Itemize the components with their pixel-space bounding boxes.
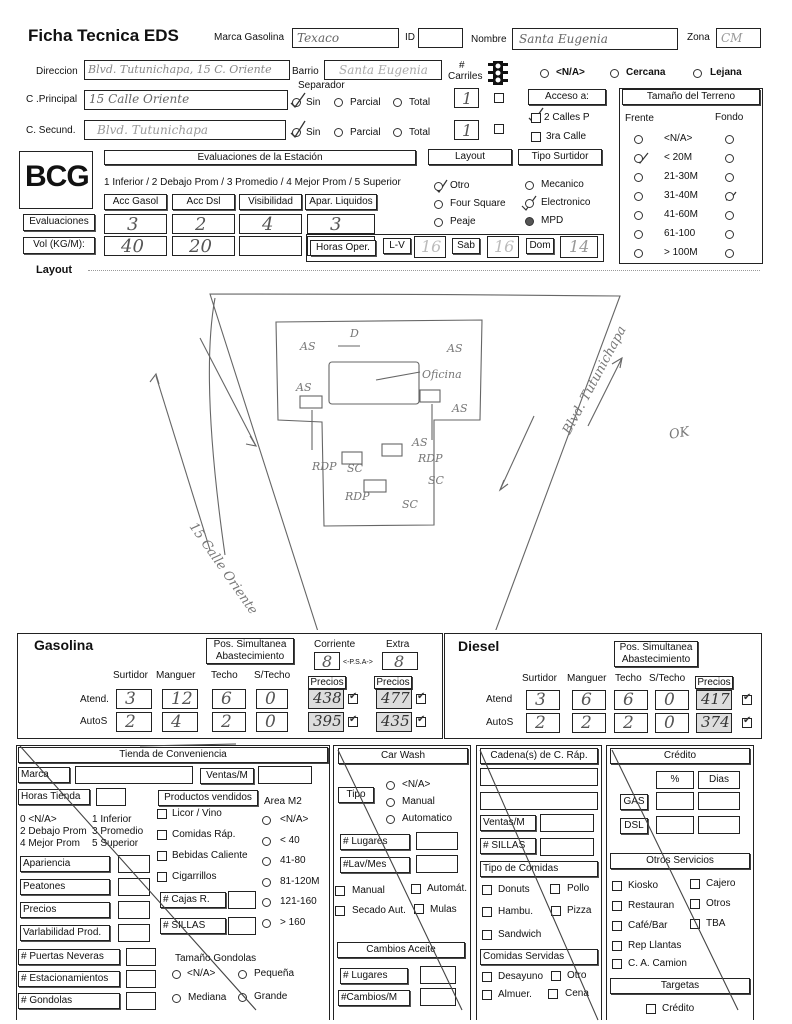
- d-atend-precio-checkbox[interactable]: [742, 695, 752, 705]
- d-atend-precio-cell[interactable]: [696, 690, 732, 710]
- area-label: Area M2: [264, 796, 302, 807]
- layout-sketch: [0, 270, 792, 630]
- col-apar-liquidos: Apar. Liquidos: [305, 194, 377, 210]
- sketch-note: AS: [447, 342, 463, 355]
- layout-otro-radio[interactable]: [434, 182, 443, 191]
- barrio-label: Barrio: [292, 66, 319, 77]
- rating-label: Varlabilidad Prod.: [20, 925, 110, 941]
- d-atend-cell[interactable]: [655, 690, 689, 710]
- rating-label: Peatones: [20, 879, 110, 895]
- page-title: Ficha Tecnica EDS: [28, 26, 179, 45]
- fondo-radio[interactable]: [725, 154, 734, 163]
- horas-label: Horas Oper.: [310, 240, 376, 256]
- estacionamientos-label: # Estacionamientos: [18, 971, 120, 987]
- bcg-logo: BCG: [25, 160, 89, 193]
- eval-value: 2: [195, 214, 207, 235]
- g-precios-extra-label: Precios: [374, 676, 412, 689]
- sketch-note: D: [350, 327, 359, 340]
- surtidor-electronico-label: Electronico: [541, 197, 591, 208]
- g-col-techo: Techo: [211, 670, 238, 681]
- almuer-label: Almuer.: [498, 989, 532, 1000]
- tienda-ventas-label: Ventas/M: [200, 768, 254, 784]
- d-atend-value: 3: [535, 690, 546, 710]
- area-label-item: < 40: [280, 834, 300, 846]
- col-acc-dsl: Acc Dsl: [172, 194, 235, 210]
- g-atend-precio-cell[interactable]: [308, 689, 344, 709]
- fondo-radio[interactable]: [725, 173, 734, 182]
- credito-title: Crédito: [610, 748, 750, 764]
- servicio-label: Kiosko: [628, 880, 659, 891]
- producto-label: Licor / Vino: [172, 808, 222, 819]
- dom-label: Dom: [526, 238, 554, 254]
- d-autos-label: AutoS: [486, 717, 514, 728]
- g-autos-precio-checkbox[interactable]: [416, 717, 426, 727]
- g-autos-value: 2: [221, 712, 232, 732]
- extra-psa-value: 8: [394, 652, 405, 671]
- d-atend-cell[interactable]: [526, 690, 560, 710]
- terreno-size-label: 41-60M: [664, 209, 698, 220]
- d-atend-value: 6: [581, 690, 592, 710]
- area-label-item: <N/A>: [280, 814, 309, 825]
- scale-line: 2 Debajo Prom: [20, 826, 87, 837]
- separador-label: Separador: [298, 80, 345, 91]
- mulas-label: Mulas: [430, 904, 457, 915]
- sketch-note: SC: [347, 462, 363, 475]
- tamano-gondolas-label: Tamaño Gondolas: [175, 953, 257, 964]
- sep1-sin-label: Sin: [306, 97, 321, 108]
- cambios-m-label: #Cambios/M: [338, 990, 410, 1006]
- d-col-techo: Techo: [615, 673, 642, 684]
- sketch-note: OK: [668, 424, 691, 443]
- tipo-comidas-label: Tipo de Comidas: [480, 861, 598, 877]
- rating-label: Precios: [20, 902, 110, 918]
- g-atend-precio-checkbox[interactable]: [416, 694, 426, 704]
- vol-value: 20: [189, 236, 212, 257]
- g-autos-cell[interactable]: [212, 712, 246, 732]
- sketch-note: AS: [300, 340, 316, 353]
- sep2-sin-label: Sin: [306, 127, 321, 138]
- frente-radio[interactable]: [634, 173, 643, 182]
- g-atend-cell[interactable]: [116, 689, 152, 709]
- producto-label: Bebidas Caliente: [172, 850, 248, 861]
- strike-lines: [0, 740, 792, 1024]
- vol-value: 40: [121, 236, 144, 257]
- sketch-note: 15 Calle Oriente: [185, 520, 261, 618]
- dias-label: Dias: [708, 774, 729, 785]
- lavmes-label: #Lav/Mes: [340, 857, 410, 873]
- d-atend-value: 6: [623, 690, 634, 710]
- sketch-note: AS: [296, 381, 312, 394]
- servicio-label: Cajero: [706, 878, 736, 889]
- sketch-note: Blvd. Tutunichapa: [560, 323, 630, 438]
- g-autos-value: 0: [265, 712, 276, 732]
- gas-label: GAS: [620, 794, 648, 810]
- zona-label: Zona: [687, 32, 710, 43]
- d-atend-precio: 417: [701, 690, 730, 708]
- scale-line: 4 Mejor Prom: [20, 838, 81, 849]
- barrio-value: Santa Eugenia: [339, 63, 428, 77]
- dsl-label: DSL: [620, 818, 648, 834]
- g-atend-label: Atend.: [80, 694, 109, 705]
- g-atend-value: 12: [171, 689, 193, 709]
- d-col-stecho: S/Techo: [649, 673, 686, 684]
- frente-radio[interactable]: [634, 135, 643, 144]
- frente-radio[interactable]: [634, 192, 643, 201]
- servicio-label: Café/Bar: [628, 920, 668, 931]
- otros-servicios-title: Otros Servicios: [610, 853, 750, 869]
- sketch-note: AS: [452, 402, 468, 415]
- g-atend-cell[interactable]: [162, 689, 198, 709]
- sandwich-label: Sandwich: [498, 929, 542, 940]
- scale-line: 0 <N/A>: [20, 814, 57, 825]
- eval-value: 4: [262, 214, 274, 235]
- corriente-psa-field[interactable]: [314, 652, 340, 670]
- d-atend-value: 0: [664, 690, 675, 710]
- cajas-label: # Cajas R.: [160, 892, 226, 908]
- targetas-title: Targetas: [610, 978, 750, 994]
- fondo-label: Fondo: [715, 112, 744, 123]
- d-autos-value: 2: [581, 713, 592, 733]
- evaluaciones-title: Evaluaciones de la Estación: [104, 150, 416, 165]
- sketch-note: RDP: [345, 490, 370, 503]
- puertas-label: # Puertas Neveras: [18, 949, 120, 965]
- g-autos-cell[interactable]: [162, 712, 198, 732]
- d-precios-label: Precios: [695, 676, 733, 689]
- d-col-manguer: Manguer: [567, 673, 607, 684]
- area-label-item: > 160: [280, 916, 306, 928]
- carwash-automat-cb-label: Automát.: [427, 883, 468, 894]
- carriles-principal-value: 1: [462, 89, 473, 108]
- proximity-na-label: <N/A>: [556, 67, 585, 78]
- pct-label: %: [670, 774, 680, 785]
- sketch-note: AS: [412, 436, 428, 449]
- carwash-auto-label: Automatico: [402, 813, 453, 824]
- d-autos-cell[interactable]: [526, 713, 560, 733]
- layout-four-square-label: Four Square: [450, 198, 506, 209]
- d-autos-precio-cell[interactable]: [696, 713, 732, 733]
- sketch-note: SC: [428, 474, 444, 487]
- principal-value: 15 Calle Oriente: [89, 92, 190, 106]
- g-autos-label: AutoS: [80, 716, 108, 727]
- productos-label: Productos vendidos: [158, 790, 258, 806]
- d-atend-cell[interactable]: [614, 690, 648, 710]
- surtidor-type-title: Tipo Surtidor: [518, 149, 602, 165]
- terreno-size-label: 61-100: [664, 228, 696, 239]
- layout-section-label: Layout: [36, 264, 73, 276]
- vol-row-label: Vol (KG/M):: [23, 237, 95, 254]
- scale-line: 1 Inferior: [92, 814, 132, 825]
- sab-value: 16: [494, 237, 515, 256]
- g-atend-precio: 438: [313, 689, 342, 707]
- carriles-hash: #: [459, 60, 465, 71]
- area-label-item: 121-160: [280, 896, 317, 907]
- secundaria-value: Blvd. Tutunichapa: [97, 123, 209, 137]
- layout-four-square-radio[interactable]: [434, 200, 443, 209]
- tienda-sillas-label: # SILLAS: [160, 918, 226, 934]
- principal-label: C .Principal: [26, 94, 78, 105]
- frente-radio[interactable]: [634, 154, 643, 163]
- acceso-3ra-label: 3ra Calle: [546, 131, 587, 142]
- sab-label: Sab: [452, 238, 480, 254]
- psa-label: <-P.S.A->: [343, 659, 373, 666]
- carriles-secundaria-value: 1: [462, 121, 473, 140]
- producto-label: Comidas Ráp.: [172, 829, 236, 840]
- d-autos-cell[interactable]: [572, 713, 606, 733]
- tamano-pequena-label: Pequeña: [254, 968, 295, 979]
- fondo-radio[interactable]: [725, 230, 734, 239]
- nombre-label: Nombre: [471, 34, 507, 45]
- nombre-value: Santa Eugenia: [519, 32, 608, 46]
- carwash-manual-label: Manual: [402, 796, 435, 807]
- g-autos-precio: 435: [381, 712, 410, 730]
- terreno-size-label: < 20M: [664, 152, 693, 163]
- area-label-item: 41-80: [280, 855, 306, 866]
- g-autos-cell[interactable]: [116, 712, 152, 732]
- layout-type-title: Layout: [428, 149, 512, 165]
- zona-value: CM: [721, 31, 743, 45]
- d-autos-precio-checkbox[interactable]: [742, 718, 752, 728]
- tamano-grande-label: Grande: [254, 991, 288, 1002]
- g-atend-value: 3: [125, 689, 136, 709]
- g-atend-value: 0: [265, 689, 276, 709]
- lv-field[interactable]: [414, 236, 446, 258]
- d-autos-precio: 374: [701, 713, 730, 731]
- id-label: ID: [405, 32, 415, 43]
- sab-field[interactable]: [487, 236, 519, 258]
- otro-label: Otro: [567, 970, 587, 981]
- terreno-title: Tamaño del Terreno: [622, 89, 760, 105]
- d-autos-cell[interactable]: [614, 713, 648, 733]
- cena-label: Cena: [565, 988, 589, 999]
- cadenas-sillas-label: # SILLAS: [480, 838, 536, 854]
- fondo-radio[interactable]: [725, 249, 734, 258]
- rating-label: Apariencia: [20, 856, 110, 872]
- servicio-label: TBA: [706, 918, 726, 929]
- carwash-na-label: <N/A>: [402, 779, 431, 790]
- g-autos-cell[interactable]: [256, 712, 288, 732]
- dom-value: 14: [569, 237, 590, 256]
- pizza-label: Pizza: [567, 905, 592, 916]
- direccion-label: Direccion: [36, 66, 78, 77]
- gondolas-label: # Gondolas: [18, 993, 120, 1009]
- cadenas-ventas-label: Ventas/M: [480, 815, 536, 831]
- d-atend-label: Atend: [486, 694, 513, 705]
- g-atend-precio-checkbox[interactable]: [348, 694, 358, 704]
- gasolina-pos-simultanea: Pos. Simultanea Abastecimiento: [206, 638, 294, 664]
- cambios-lugares-label: # Lugares: [340, 968, 408, 984]
- carriles-label: Carriles: [448, 71, 483, 82]
- surtidor-mpd-label: MPD: [541, 215, 564, 226]
- g-col-stecho: S/Techo: [254, 670, 291, 681]
- g-col-manguer: Manguer: [156, 670, 196, 681]
- sketch-note: RDP: [418, 452, 443, 465]
- fondo-radio[interactable]: [725, 211, 734, 220]
- scale-line: 5 Superior: [92, 838, 139, 849]
- cadenas-title: Cadena(s) de C. Ráp.: [480, 748, 598, 764]
- carwash-lugares-label: # Lugares: [340, 834, 410, 850]
- surtidor-mecanico-label: Mecanico: [541, 179, 584, 190]
- terreno-size-label: > 100M: [664, 247, 698, 258]
- g-autos-precio: 395: [313, 712, 342, 730]
- sketch-note: Oficina: [422, 368, 462, 381]
- frente-radio[interactable]: [634, 249, 643, 258]
- corriente-psa-value: 8: [322, 652, 333, 671]
- d-autos-value: 2: [535, 713, 546, 733]
- eval-cell[interactable]: [104, 214, 167, 234]
- terreno-size-label: 21-30M: [664, 171, 698, 182]
- terreno-size-label: 31-40M: [664, 190, 698, 201]
- secado-label: Secado Aut.: [352, 905, 406, 916]
- fondo-radio[interactable]: [725, 135, 734, 144]
- cambios-title: Cambios Aceite: [337, 942, 465, 958]
- diesel-pos-simultanea: Pos. Simultanea Abastecimiento: [614, 641, 698, 667]
- col-visibilidad: Visibilidad: [239, 194, 302, 210]
- acceso-3ra-checkbox[interactable]: [531, 132, 541, 142]
- area-label-item: 81-120M: [280, 875, 320, 887]
- tamano-na-label: <N/A>: [187, 968, 216, 979]
- g-atend-cell[interactable]: [212, 689, 246, 709]
- frente-label: Frente: [625, 113, 654, 124]
- pollo-label: Pollo: [567, 883, 590, 894]
- g-atend-precio-cell[interactable]: [376, 689, 412, 709]
- col-acc-gasol: Acc Gasol: [104, 194, 167, 210]
- g-autos-value: 2: [125, 712, 136, 732]
- proximity-cercana-label: Cercana: [626, 67, 666, 78]
- d-col-surtidor: Surtidor: [522, 673, 558, 684]
- lv-value: 16: [421, 237, 442, 256]
- marca-value: Texaco: [297, 31, 340, 45]
- d-autos-cell[interactable]: [655, 713, 689, 733]
- g-autos-precio-cell[interactable]: [376, 712, 412, 732]
- fondo-radio[interactable]: [725, 192, 734, 201]
- scale-line: 3 Promedio: [92, 826, 144, 837]
- g-autos-precio-checkbox[interactable]: [348, 717, 358, 727]
- carwash-tipo-label: Tipo: [338, 787, 374, 803]
- sketch-note: SC: [402, 498, 418, 511]
- extra-label: Extra: [386, 639, 410, 650]
- hambu-label: Hambu.: [498, 906, 534, 917]
- g-autos-precio-cell[interactable]: [308, 712, 344, 732]
- g-col-surtidor: Surtidor: [113, 670, 149, 681]
- frente-radio[interactable]: [634, 211, 643, 220]
- tienda-horas-label: Horas Tienda: [18, 789, 90, 805]
- layout-peaje-label: Peaje: [450, 216, 476, 227]
- g-autos-value: 4: [171, 712, 182, 732]
- diesel-title: Diesel: [458, 638, 500, 654]
- evaluaciones-row-label: Evaluaciones: [23, 214, 95, 231]
- lv-label: L-V: [383, 238, 411, 254]
- corriente-label: Corriente: [314, 639, 356, 650]
- sep1-parcial-label: Parcial: [350, 97, 381, 108]
- frente-radio[interactable]: [634, 230, 643, 239]
- evaluaciones-scale: 1 Inferior / 2 Debajo Prom / 3 Promedio / 4 Mejor Prom / 5 Superior: [104, 177, 401, 188]
- acceso-title: Acceso a:: [528, 89, 606, 105]
- servicio-label: Rep Llantas: [628, 940, 682, 951]
- layout-otro-label: Otro: [450, 180, 470, 191]
- surtidor-mecanico-radio[interactable]: [525, 181, 534, 190]
- layout-peaje-radio[interactable]: [434, 218, 443, 227]
- eval-value: 3: [330, 214, 342, 235]
- comidas-servidas-label: Comidas Servidas: [480, 949, 598, 965]
- carwash-title: Car Wash: [338, 748, 468, 764]
- vol-cell[interactable]: [172, 236, 235, 256]
- d-autos-value: 0: [664, 713, 675, 733]
- vol-cell[interactable]: [104, 236, 167, 256]
- sep2-total-label: Total: [409, 127, 431, 138]
- producto-label: Cigarrillos: [172, 871, 217, 882]
- eval-cell[interactable]: [307, 214, 375, 234]
- eval-value: 3: [127, 214, 139, 235]
- gasolina-title: Gasolina: [34, 637, 94, 653]
- servicio-label: C. A. Camion: [628, 958, 687, 969]
- d-atend-cell[interactable]: [572, 690, 606, 710]
- tamano-mediana-label: Mediana: [188, 992, 227, 1003]
- surtidor-electronico-radio[interactable]: [525, 199, 534, 208]
- desayuno-label: Desayuno: [498, 971, 544, 982]
- g-atend-precio: 477: [381, 689, 410, 707]
- dom-field[interactable]: [560, 236, 598, 258]
- tienda-marca-label: Marca: [18, 767, 70, 783]
- eval-cell[interactable]: [239, 214, 302, 234]
- credito-cb-label: Crédito: [662, 1003, 695, 1014]
- servicio-label: Restauran: [628, 900, 675, 911]
- direccion-value: Blvd. Tutunichapa, 15 C. Oriente: [88, 63, 272, 76]
- g-atend-value: 6: [221, 689, 232, 709]
- carwash-manual-cb-label: Manual: [352, 885, 385, 896]
- extra-psa-field[interactable]: [382, 652, 418, 670]
- acceso-2calles-label: 2 Calles P: [544, 112, 590, 123]
- acceso-2calles-checkbox[interactable]: [531, 113, 541, 123]
- sep2-parcial-label: Parcial: [350, 127, 381, 138]
- eval-cell[interactable]: [172, 214, 235, 234]
- g-precios-corriente-label: Precios: [308, 676, 346, 689]
- d-autos-value: 2: [623, 713, 634, 733]
- vol-cell[interactable]: [239, 236, 302, 256]
- sketch-note: RDP: [312, 460, 337, 473]
- sep1-total-label: Total: [409, 97, 431, 108]
- donuts-label: Donuts: [498, 884, 530, 895]
- surtidor-mpd-radio[interactable]: [525, 217, 534, 226]
- secundaria-label: C. Secund.: [26, 125, 76, 136]
- g-atend-cell[interactable]: [256, 689, 288, 709]
- bcg-logo-box: [19, 151, 93, 209]
- marca-label: Marca Gasolina: [214, 32, 285, 43]
- tienda-title: Tienda de Conveniencia: [18, 747, 328, 763]
- servicio-label: Otros: [706, 898, 731, 909]
- proximity-lejana-label: Lejana: [710, 67, 742, 78]
- terreno-size-label: <N/A>: [664, 133, 693, 144]
